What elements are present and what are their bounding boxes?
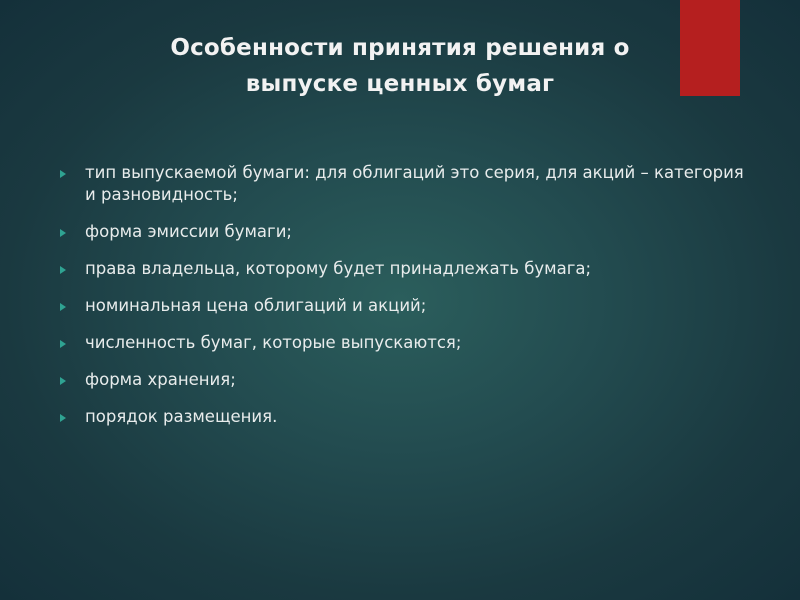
bullet-item <box>60 221 750 243</box>
bullet-item <box>60 332 750 354</box>
bullet-item <box>60 295 750 317</box>
bullet-text: права владельца, которому будет принадлежать бумага; <box>85 259 592 278</box>
bullet-text: форма эмиссии бумаги; <box>85 222 292 241</box>
bullet-item <box>60 369 750 391</box>
bullet-text: тип выпускаемой бумаги: для облигаций это серия, для акций – категория и разновидность; <box>85 163 744 204</box>
slide-title <box>40 30 760 102</box>
bullet-list <box>60 162 750 443</box>
triangle-bullet-icon <box>60 377 66 385</box>
bullet-text: номинальная цена облигаций и акций; <box>85 296 427 315</box>
bullet-text: порядок размещения. <box>85 407 278 426</box>
bullet-item <box>60 258 750 280</box>
triangle-bullet-icon <box>60 229 66 237</box>
bullet-item <box>60 406 750 428</box>
bullet-item <box>60 162 750 206</box>
triangle-bullet-icon <box>60 340 66 348</box>
triangle-bullet-icon <box>60 266 66 274</box>
bullet-text: численность бумаг, которые выпускаются; <box>85 333 462 352</box>
bullet-text: форма хранения; <box>85 370 236 389</box>
slide-title-line-1: Особенности принятия решения о <box>170 35 630 61</box>
slide-title-line-2: выпуске ценных бумаг <box>245 71 555 97</box>
triangle-bullet-icon <box>60 303 66 311</box>
triangle-bullet-icon <box>60 414 66 422</box>
triangle-bullet-icon <box>60 170 66 178</box>
